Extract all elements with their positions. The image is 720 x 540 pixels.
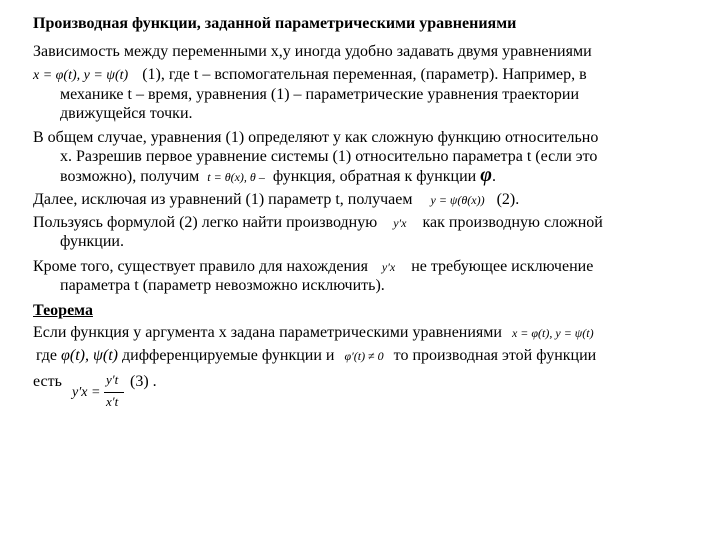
formula-parametric-2: x = φ(t), y = ψ(t) xyxy=(511,326,594,340)
theorem-line1-text: Если функция y аргумента x задана параметрическими уравнениями xyxy=(33,324,502,341)
theorem-line2 xyxy=(36,346,596,366)
formula-composite: y = ψ(θ(x)) xyxy=(430,193,485,207)
para2-line2: x. Разрешив первое уравнение системы (1) относительно параметра t (если это xyxy=(60,148,598,165)
theorem-line3-b: (3) . xyxy=(130,373,157,390)
para3-line1-b: (2). xyxy=(496,191,520,208)
para4-line1-a: Пользуясь формулой (2) легко найти производную xyxy=(33,214,378,231)
para2-line3-b: функция, обратная к функции xyxy=(272,168,477,185)
theorem-line2-b: дифференцируемые функции и xyxy=(122,347,335,364)
formula-denominator: x′t xyxy=(106,394,119,409)
para1-line3: механике t – время, уравнения (1) – параметрические уравнения траектории xyxy=(60,86,580,103)
formula-functions: φ(t), ψ(t) xyxy=(61,347,119,364)
theorem-line1 xyxy=(33,323,594,343)
theorem-line2-c: то производная этой функции xyxy=(393,347,597,364)
formula-inverse: t = θ(x), θ – xyxy=(207,170,265,184)
para3-line1-a: Далее, исключая из уравнений (1) параметр t, получаем xyxy=(33,191,413,208)
para5-line1-b: не требующее исключение xyxy=(411,258,594,275)
theorem-line2-a: где xyxy=(36,347,58,364)
para2-line3-end: . xyxy=(491,168,496,185)
fraction-bar xyxy=(104,392,124,393)
para4-line1 xyxy=(33,213,603,233)
page-title: Производная функции, заданной параметрическими уравнениями xyxy=(33,15,517,32)
para2-line3-a: возможно), получим xyxy=(60,168,200,185)
formula-derivative-2: y′x xyxy=(381,260,396,274)
formula-numerator: y′t xyxy=(106,372,119,387)
theorem-line3-a: есть xyxy=(33,373,62,390)
para1-line2-text: (1), где t – вспомогательная переменная, (параметр). Например, в xyxy=(142,66,587,83)
para2-line1: В общем случае, уравнения (1) определяют y как сложную функцию относительно xyxy=(33,129,599,146)
para5-line1-a: Кроме того, существует правило для нахождения xyxy=(33,258,368,275)
theorem-heading: Теорема xyxy=(33,302,93,319)
formula-nonzero: φ′(t) ≠ 0 xyxy=(344,349,384,363)
para1-line4: движущейся точки. xyxy=(60,105,193,122)
phi-symbol: φ xyxy=(480,164,492,186)
formula-derivative: y′x xyxy=(393,216,407,230)
para2-line3 xyxy=(60,166,496,187)
formula-parametric: x = φ(t), y = ψ(t) xyxy=(33,68,129,83)
formula-lhs: y′x = xyxy=(72,385,101,400)
para4-line2: функции. xyxy=(60,233,124,250)
para3-line1 xyxy=(33,190,519,210)
para1-line2 xyxy=(33,65,587,85)
para4-line1-b: как производную сложной xyxy=(422,214,603,231)
para5-line2: параметра t (параметр невозможно исключить). xyxy=(60,277,385,294)
para1-line1: Зависимость между переменными x,y иногда удобно задавать двумя уравнениями xyxy=(33,43,592,60)
para5-line1 xyxy=(33,257,593,277)
